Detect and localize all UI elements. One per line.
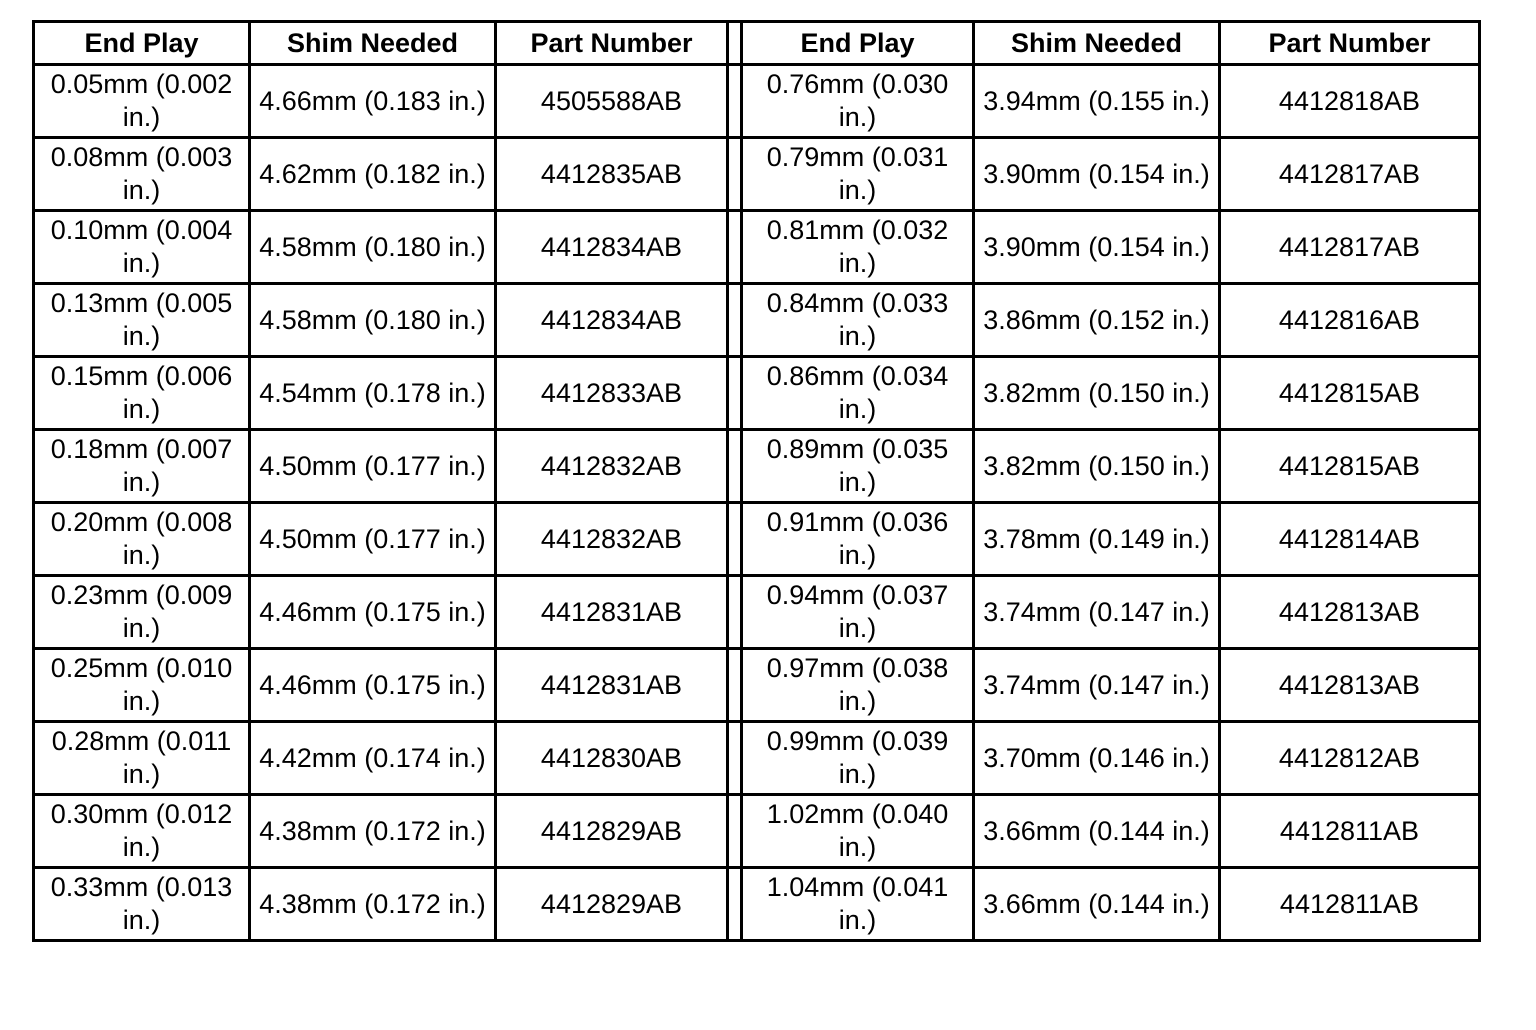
end-play-cell: 0.89mm (0.035 in.) <box>742 430 974 503</box>
shim-needed-cell: 4.46mm (0.175 in.) <box>250 649 496 722</box>
part-number-cell: 4412814AB <box>1220 503 1480 576</box>
end-play-cell: 1.04mm (0.041 in.) <box>742 868 974 941</box>
part-number-cell: 4412817AB <box>1220 211 1480 284</box>
part-number-cell: 4505588AB <box>496 65 728 138</box>
shim-needed-cell: 4.62mm (0.182 in.) <box>250 138 496 211</box>
table-row <box>34 357 1480 430</box>
shim-needed-cell: 4.66mm (0.183 in.) <box>250 65 496 138</box>
end-play-cell: 0.28mm (0.011 in.) <box>34 722 250 795</box>
table-row <box>34 284 1480 357</box>
column-divider <box>728 65 742 138</box>
shim-needed-cell: 3.82mm (0.150 in.) <box>974 430 1220 503</box>
end-play-cell: 0.97mm (0.038 in.) <box>742 649 974 722</box>
part-number-cell: 4412815AB <box>1220 357 1480 430</box>
end-play-cell: 1.02mm (0.040 in.) <box>742 795 974 868</box>
shim-needed-cell: 3.90mm (0.154 in.) <box>974 211 1220 284</box>
part-number-cell: 4412829AB <box>496 795 728 868</box>
part-number-cell: 4412815AB <box>1220 430 1480 503</box>
part-number-cell: 4412832AB <box>496 503 728 576</box>
header-end-play: End Play <box>742 22 974 65</box>
part-number-cell: 4412834AB <box>496 284 728 357</box>
end-play-cell: 0.18mm (0.007 in.) <box>34 430 250 503</box>
shim-needed-cell: 3.90mm (0.154 in.) <box>974 138 1220 211</box>
header-part-number: Part Number <box>1220 22 1480 65</box>
table-row <box>34 503 1480 576</box>
header-row <box>34 22 1480 65</box>
shim-needed-cell: 4.50mm (0.177 in.) <box>250 430 496 503</box>
part-number-cell: 4412829AB <box>496 868 728 941</box>
header-shim-needed: Shim Needed <box>250 22 496 65</box>
end-play-cell: 0.20mm (0.008 in.) <box>34 503 250 576</box>
part-number-cell: 4412816AB <box>1220 284 1480 357</box>
part-number-cell: 4412817AB <box>1220 138 1480 211</box>
shim-needed-cell: 4.42mm (0.174 in.) <box>250 722 496 795</box>
table-row <box>34 65 1480 138</box>
end-play-cell: 0.30mm (0.012 in.) <box>34 795 250 868</box>
table-row <box>34 649 1480 722</box>
part-number-cell: 4412812AB <box>1220 722 1480 795</box>
shim-needed-cell: 4.58mm (0.180 in.) <box>250 211 496 284</box>
end-play-cell: 0.84mm (0.033 in.) <box>742 284 974 357</box>
part-number-cell: 4412831AB <box>496 649 728 722</box>
table-row <box>34 211 1480 284</box>
part-number-cell: 4412832AB <box>496 430 728 503</box>
column-divider <box>728 795 742 868</box>
table-row <box>34 138 1480 211</box>
shim-needed-cell: 3.94mm (0.155 in.) <box>974 65 1220 138</box>
header-shim-needed: Shim Needed <box>974 22 1220 65</box>
shim-needed-cell: 4.38mm (0.172 in.) <box>250 868 496 941</box>
part-number-cell: 4412834AB <box>496 211 728 284</box>
shim-needed-cell: 3.74mm (0.147 in.) <box>974 649 1220 722</box>
shim-needed-cell: 3.66mm (0.144 in.) <box>974 795 1220 868</box>
end-play-cell: 0.99mm (0.039 in.) <box>742 722 974 795</box>
part-number-cell: 4412813AB <box>1220 576 1480 649</box>
part-number-cell: 4412835AB <box>496 138 728 211</box>
column-divider <box>728 284 742 357</box>
part-number-cell: 4412813AB <box>1220 649 1480 722</box>
table-row <box>34 430 1480 503</box>
end-play-cell: 0.86mm (0.034 in.) <box>742 357 974 430</box>
shim-needed-cell: 4.46mm (0.175 in.) <box>250 576 496 649</box>
end-play-cell: 0.08mm (0.003 in.) <box>34 138 250 211</box>
end-play-cell: 0.79mm (0.031 in.) <box>742 138 974 211</box>
table-row <box>34 576 1480 649</box>
table-row <box>34 722 1480 795</box>
column-divider <box>728 357 742 430</box>
shim-needed-cell: 4.58mm (0.180 in.) <box>250 284 496 357</box>
shim-needed-cell: 3.70mm (0.146 in.) <box>974 722 1220 795</box>
shim-table <box>32 20 1481 942</box>
end-play-cell: 0.81mm (0.032 in.) <box>742 211 974 284</box>
header-end-play: End Play <box>34 22 250 65</box>
column-divider <box>728 503 742 576</box>
part-number-cell: 4412830AB <box>496 722 728 795</box>
column-divider <box>728 211 742 284</box>
end-play-cell: 0.94mm (0.037 in.) <box>742 576 974 649</box>
end-play-cell: 0.10mm (0.004 in.) <box>34 211 250 284</box>
shim-needed-cell: 3.86mm (0.152 in.) <box>974 284 1220 357</box>
column-divider <box>728 722 742 795</box>
end-play-cell: 0.91mm (0.036 in.) <box>742 503 974 576</box>
end-play-cell: 0.25mm (0.010 in.) <box>34 649 250 722</box>
shim-needed-cell: 3.78mm (0.149 in.) <box>974 503 1220 576</box>
table-row <box>34 868 1480 941</box>
end-play-cell: 0.13mm (0.005 in.) <box>34 284 250 357</box>
column-divider <box>728 22 742 65</box>
table-row <box>34 795 1480 868</box>
part-number-cell: 4412833AB <box>496 357 728 430</box>
column-divider <box>728 576 742 649</box>
end-play-cell: 0.23mm (0.009 in.) <box>34 576 250 649</box>
shim-needed-cell: 3.82mm (0.150 in.) <box>974 357 1220 430</box>
part-number-cell: 4412831AB <box>496 576 728 649</box>
end-play-cell: 0.15mm (0.006 in.) <box>34 357 250 430</box>
part-number-cell: 4412811AB <box>1220 868 1480 941</box>
shim-needed-cell: 4.54mm (0.178 in.) <box>250 357 496 430</box>
column-divider <box>728 430 742 503</box>
column-divider <box>728 649 742 722</box>
shim-needed-cell: 4.50mm (0.177 in.) <box>250 503 496 576</box>
part-number-cell: 4412818AB <box>1220 65 1480 138</box>
part-number-cell: 4412811AB <box>1220 795 1480 868</box>
shim-needed-cell: 3.66mm (0.144 in.) <box>974 868 1220 941</box>
end-play-cell: 0.05mm (0.002 in.) <box>34 65 250 138</box>
column-divider <box>728 138 742 211</box>
end-play-cell: 0.33mm (0.013 in.) <box>34 868 250 941</box>
header-part-number: Part Number <box>496 22 728 65</box>
shim-needed-cell: 4.38mm (0.172 in.) <box>250 795 496 868</box>
shim-needed-cell: 3.74mm (0.147 in.) <box>974 576 1220 649</box>
column-divider <box>728 868 742 941</box>
end-play-cell: 0.76mm (0.030 in.) <box>742 65 974 138</box>
